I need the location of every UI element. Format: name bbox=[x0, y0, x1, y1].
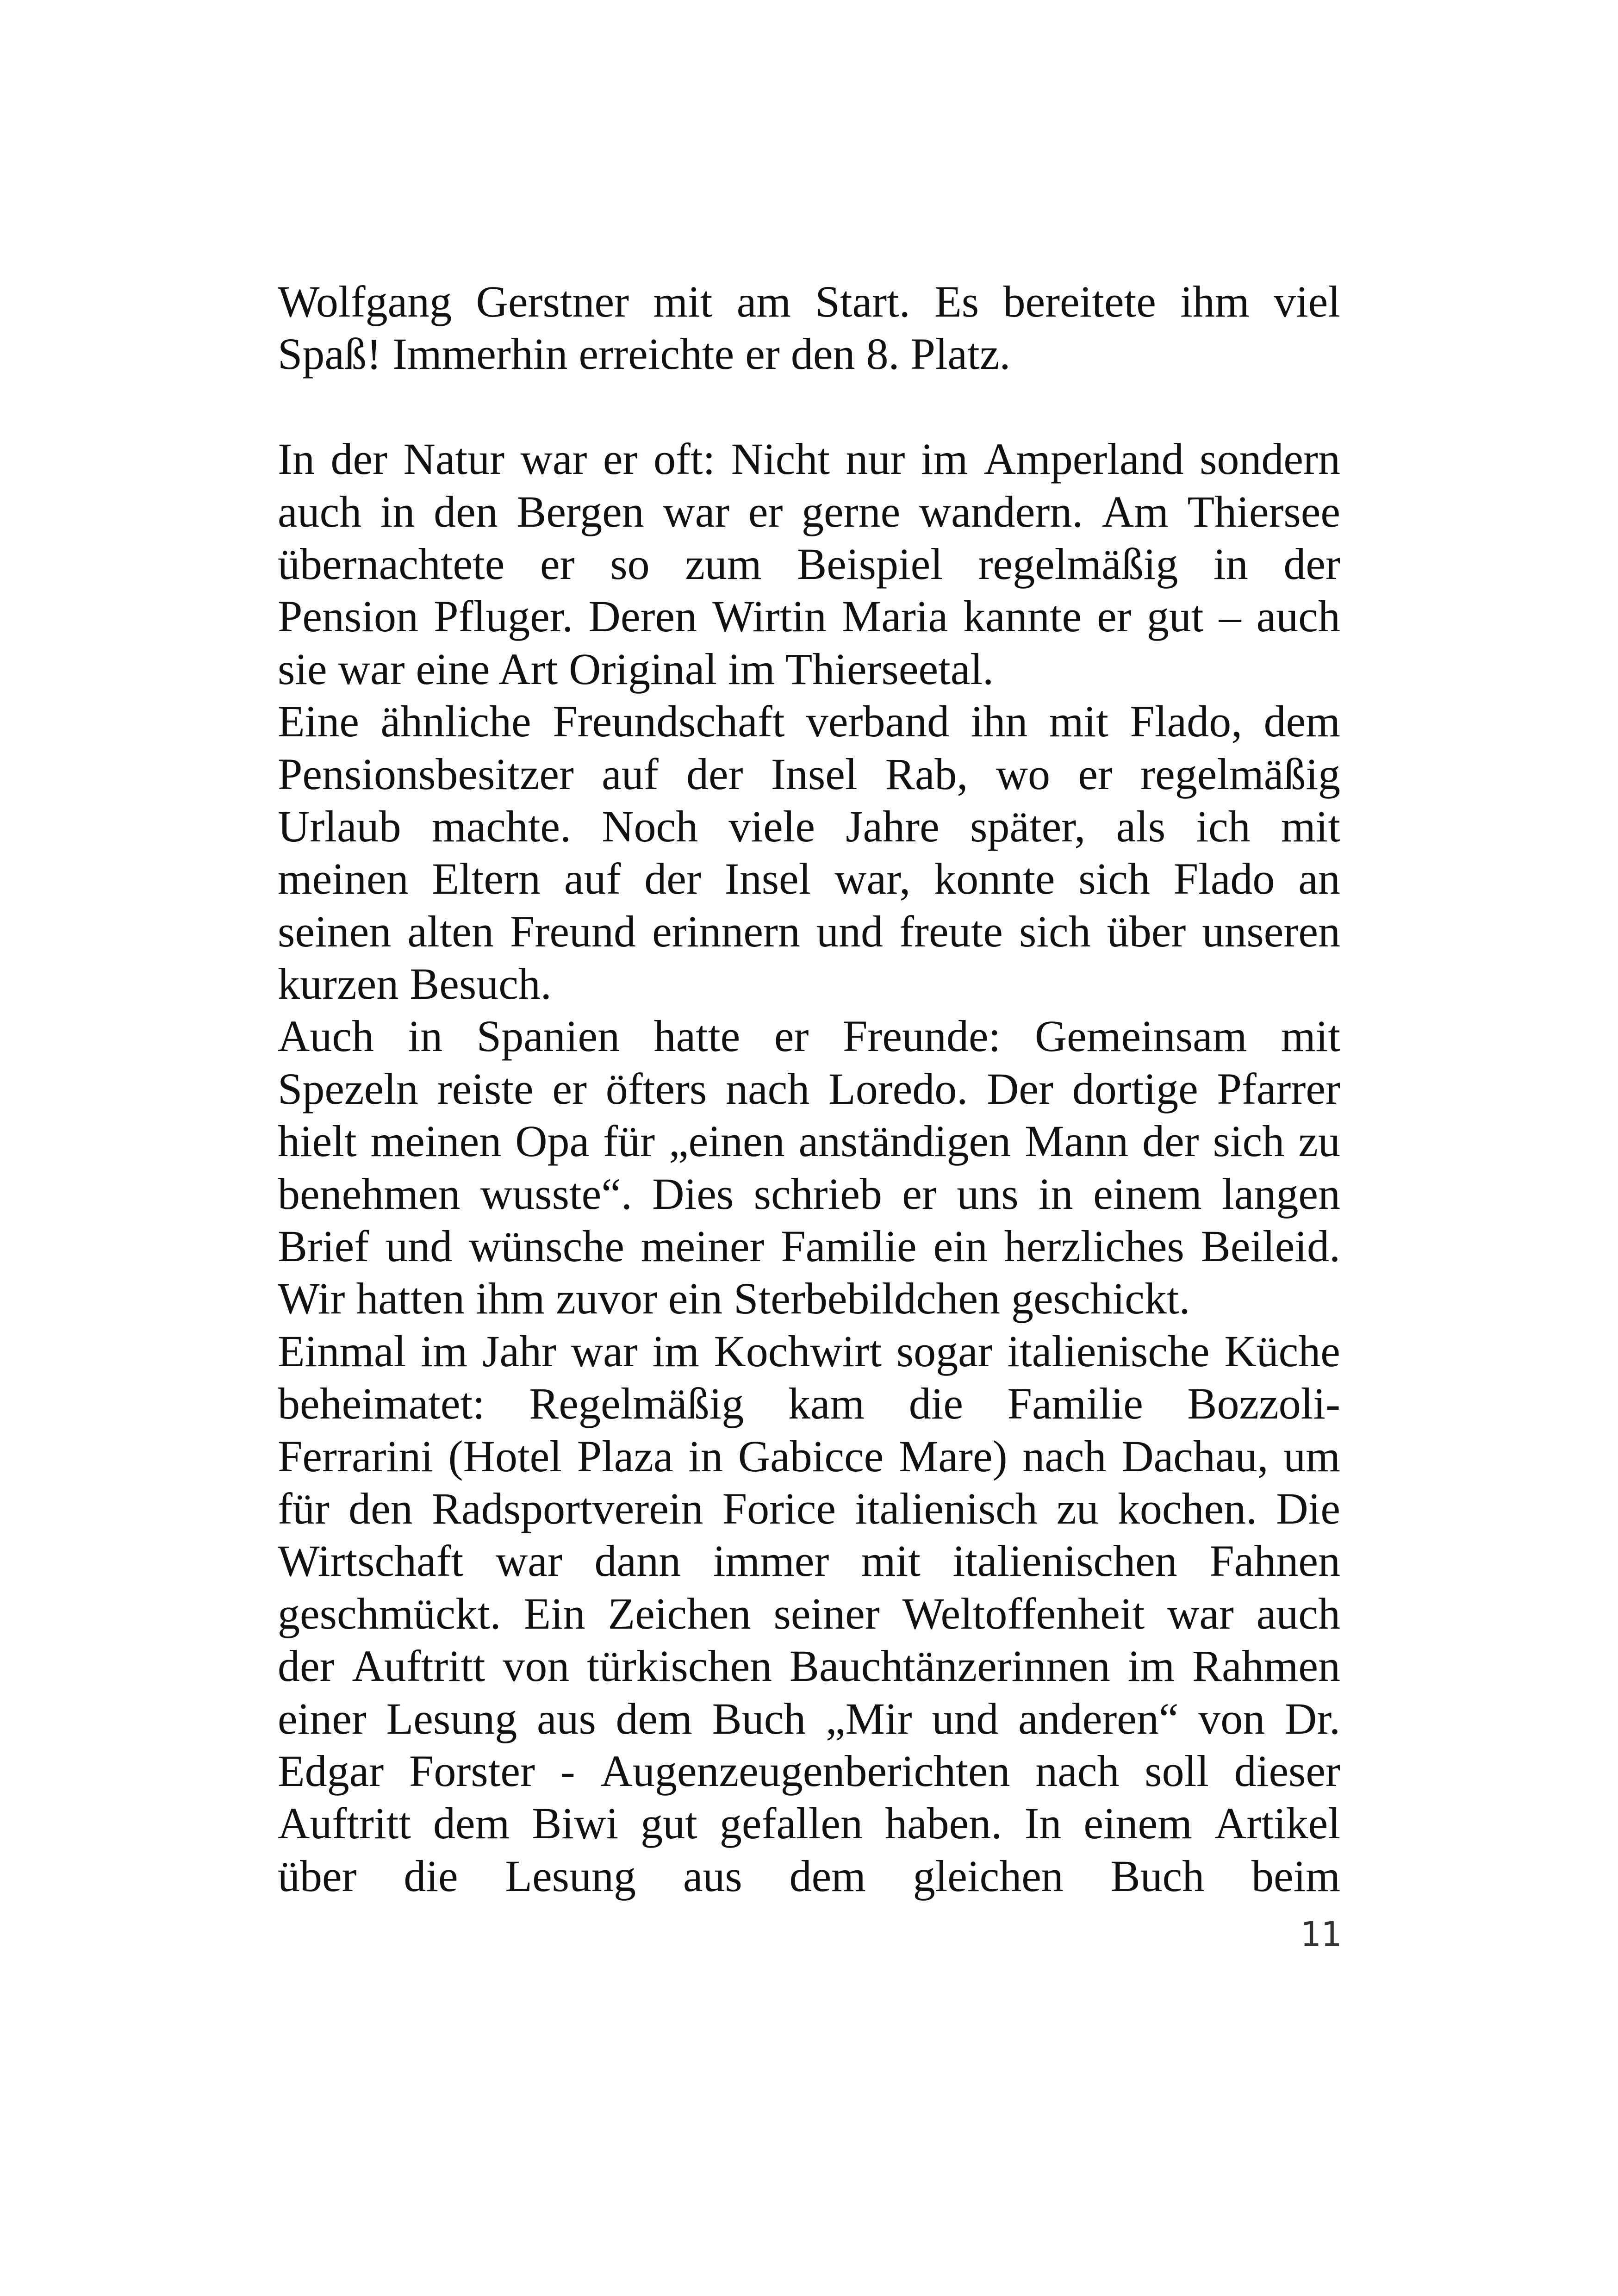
page-number: 11 bbox=[1300, 1915, 1341, 1954]
text-line: Ferrarini (Hotel Plaza in Gabicce Mare) nach Dachau, um bbox=[278, 1431, 1340, 1481]
text-line: geschmückt. Ein Zeichen seiner Weltoffenheit war auch bbox=[278, 1588, 1340, 1638]
text-line: für den Radsportverein Forice italienisch zu kochen. Die bbox=[278, 1483, 1340, 1533]
text-line: Einmal im Jahr war im Kochwirt sogar italienische Küche bbox=[278, 1326, 1340, 1376]
text-line: Brief und wünsche meiner Familie ein herzliches Beileid. bbox=[278, 1221, 1340, 1271]
text-line: Auch in Spanien hatte er Freunde: Gemeinsam mit bbox=[278, 1011, 1340, 1061]
text-line: beheimatet: Regelmäßig kam die Familie Bozzoli- bbox=[278, 1379, 1340, 1429]
text-line: Eine ähnliche Freundschaft verband ihn mit Flado, dem bbox=[278, 697, 1340, 747]
text-line: übernachtete er so zum Beispiel regelmäßig in der bbox=[278, 539, 1340, 589]
text-line: Wir hatten ihm zuvor ein Sterbebildchen geschickt. bbox=[278, 1274, 1190, 1324]
text-line: seinen alten Freund erinnern und freute sich über unseren bbox=[278, 906, 1340, 956]
text-line: Edgar Forster - Augenzeugenberichten nach soll dieser bbox=[278, 1746, 1340, 1796]
text-line: meinen Eltern auf der Insel war, konnte sich Flado an bbox=[278, 854, 1340, 904]
text-line: Spaß! Immerhin erreichte er den 8. Platz. bbox=[278, 329, 1011, 379]
text-line: Pension Pfluger. Deren Wirtin Maria kannte er gut – auch bbox=[278, 591, 1340, 641]
body-text bbox=[278, 275, 1340, 1902]
text-line: Urlaub machte. Noch viele Jahre später, als ich mit bbox=[278, 801, 1340, 851]
text-line: Pensionsbesitzer auf der Insel Rab, wo er regelmäßig bbox=[278, 749, 1340, 799]
blank-line bbox=[278, 380, 1340, 433]
text-line: hielt meinen Opa für „einen anständigen Mann der sich zu bbox=[278, 1116, 1340, 1166]
text-line: sie war eine Art Original im Thierseetal. bbox=[278, 644, 994, 694]
text-line: Wirtschaft war dann immer mit italienischen Fahnen bbox=[278, 1536, 1340, 1586]
text-line: benehmen wusste“. Dies schrieb er uns in einem langen bbox=[278, 1169, 1340, 1219]
text-line: über die Lesung aus dem gleichen Buch beim bbox=[278, 1851, 1340, 1901]
text-line: kurzen Besuch. bbox=[278, 959, 552, 1009]
text-line: Spezeln reiste er öfters nach Loredo. Der dortige Pfarrer bbox=[278, 1064, 1340, 1114]
text-line: einer Lesung aus dem Buch „Mir und anderen“ von Dr. bbox=[278, 1693, 1340, 1743]
text-line: Wolfgang Gerstner mit am Start. Es bereitete ihm viel bbox=[278, 277, 1340, 326]
text-line: In der Natur war er oft: Nicht nur im Amperland sondern bbox=[278, 434, 1340, 484]
text-line: auch in den Bergen war er gerne wandern. Am Thiersee bbox=[278, 486, 1340, 536]
text-line: der Auftritt von türkischen Bauchtänzerinnen im Rahmen bbox=[278, 1641, 1340, 1691]
text-line: Auftritt dem Biwi gut gefallen haben. In einem Artikel bbox=[278, 1798, 1340, 1848]
